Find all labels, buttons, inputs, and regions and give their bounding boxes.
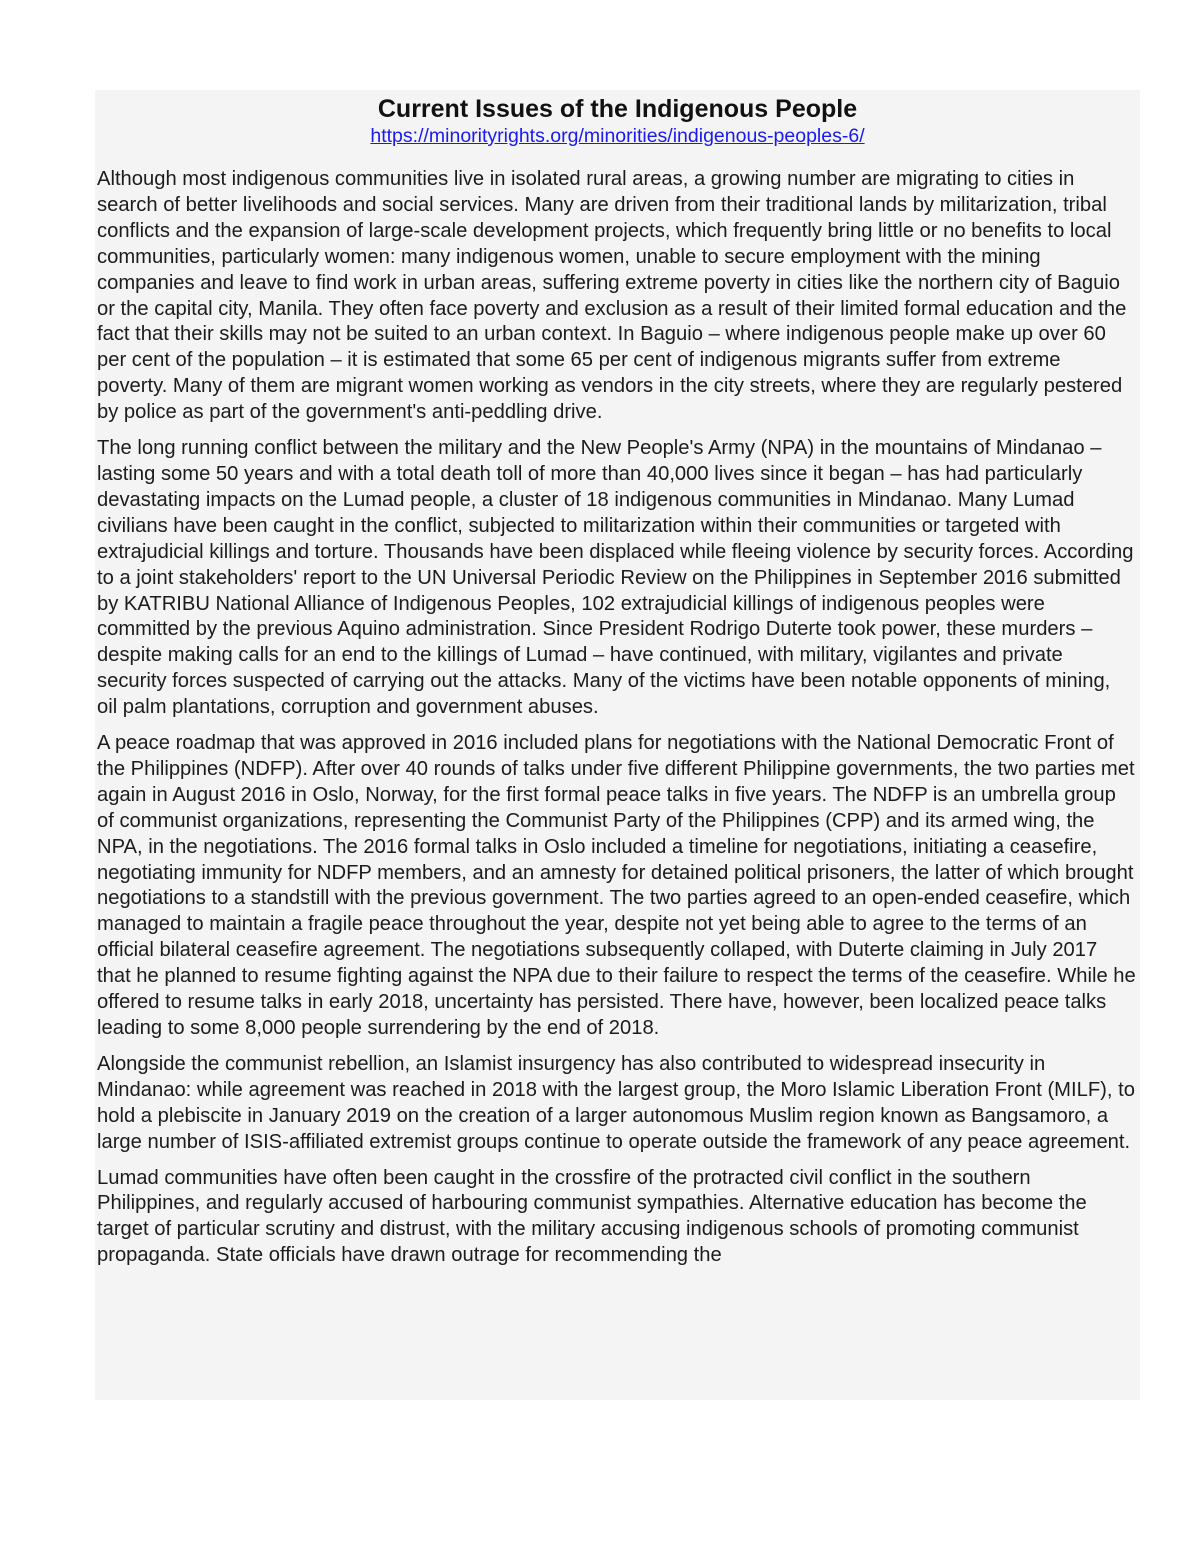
paragraph-npa-conflict: The long running conflict between the military and the New People's Army (NPA) in the mountains of Mindanao – lasting some 50 years and with a total death toll of more than 40,000 lives since it began – has had particularly devastating impacts on the Lumad people, a cluster of 18 indigenous communities in Mindanao. Many Lumad civilians have been caught in the conflict, subjected to militarization within their communities or targeted with extrajudicial killings and torture. Thousands have been displaced while fleeing violence by security forces. According to a joint stakeholders' report to the UN Universal Periodic Review on the Philippines in September 2016 submitted by KATRIBU National Alliance of Indigenous Peoples, 102 extrajudicial killings of indigenous peoples were committed by the previous Aquino administration. Since President Rodrigo Duterte took power, these murders – despite making calls for an end to the killings of Lumad – have continued, with military, vigilantes and private security forces suspected of carrying out the attacks. Many of the victims have been notable opponents of mining, oil palm plantations, corruption and government abuses.	[97, 437, 1134, 719]
paragraph-urban-migration: Although most indigenous communities live in isolated rural areas, a growing number are migrating to cities in search of better livelihoods and social services. Many are driven from their traditional lands by militarization, tribal conflicts and the expansion of large-scale development projects, which frequently bring little or no benefits to local communities, particularly women: many indigenous women, unable to secure employment with the mining companies and leave to find work in urban areas, suffering extreme poverty in cities like the northern city of Baguio or the capital city, Manila. They often face poverty and exclusion as a result of their limited formal education and the fact that their skills may not be suited to an urban context. In Baguio – where indigenous people make up over 60 per cent of the population – it is estimated that some 65 per cent of indigenous migrants suffer from extreme poverty. Many of them are migrant women working as vendors in the city streets, where they are regularly pestered by police as part of the government's anti-peddling drive.	[97, 168, 1127, 424]
paragraph-peace-roadmap: A peace roadmap that was approved in 2016 included plans for negotiations with the National Democratic Front of the Philippines (NDFP). After over 40 rounds of talks under five different Philippine governments, the two parties met again in August 2016 in Oslo, Norway, for the first formal peace talks in five years. The NDFP is an umbrella group of communist organizations, representing the Communist Party of the Philippines (CPP) and its armed wing, the NPA, in the negotiations. The 2016 formal talks in Oslo included a timeline for negotiations, initiating a ceasefire, negotiating immunity for NDFP members, and an amnesty for detained political prisoners, the latter of which brought negotiations to a standstill with the previous government. The two parties agreed to an open-ended ceasefire, which managed to maintain a fragile peace throughout the year, despite not yet being able to agree to the terms of an official bilateral ceasefire agreement. The negotiations subsequently collaped, with Duterte claiming in July 2017 that he planned to resume fighting against the NPA due to their failure to respect the terms of the ceasefire. While he offered to resume talks in early 2018, uncertainty has persisted. There have, however, been localized peace talks leading to some 8,000 people surrendering by the end of 2018.	[97, 732, 1136, 1039]
source-link[interactable]: https://minorityrights.org/minorities/indigenous-peoples-6/	[370, 125, 865, 147]
document-content	[95, 90, 1140, 1400]
paragraph-lumad-crossfire: Lumad communities have often been caught in the crossfire of the protracted civil conflict in the southern Philippines, and regularly accused of harbouring communist sympathies. Alternative education has become the target of particular scrutiny and distrust, with the military accusing indigenous schools of promoting communist propaganda. State officials have drawn outrage for recommending the	[97, 1166, 1087, 1267]
document-title: Current Issues of the Indigenous People	[377, 95, 858, 123]
paragraph-islamist-insurgency: Alongside the communist rebellion, an Islamist insurgency has also contributed to widespread insecurity in Mindanao: while agreement was reached in 2018 with the largest group, the Moro Islamic Liberation Front (MILF), to hold a plebiscite in January 2019 on the creation of a larger autonomous Muslim region known as Bangsamoro, a large number of ISIS-affiliated extremist groups continue to operate outside the framework of any peace agreement.	[97, 1052, 1135, 1153]
